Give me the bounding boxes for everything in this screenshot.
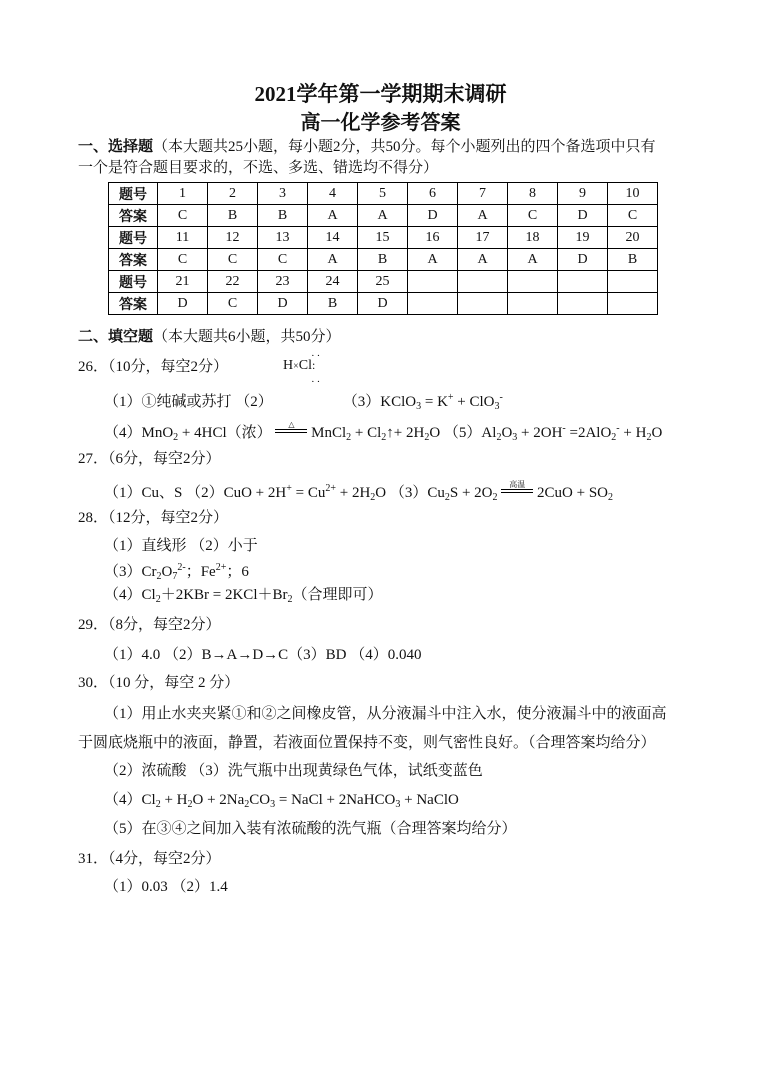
sub-3: 3 xyxy=(416,401,422,412)
cell: A xyxy=(408,249,458,271)
cell: D xyxy=(258,293,308,315)
cell: 1 xyxy=(158,183,208,205)
q31-head: 31．（4分，每空2分） xyxy=(78,851,221,867)
q28-l3-part2: ＋2KBr = 2KCl＋Br xyxy=(160,587,288,603)
q28-line2 xyxy=(104,558,249,587)
sub-2: 2 xyxy=(287,594,293,605)
cell: 19 xyxy=(558,227,608,249)
high-temp-equals-sign xyxy=(501,480,533,503)
section1-header xyxy=(78,137,656,157)
q27-l1-part5: S + 2O xyxy=(449,485,493,501)
q28-l2-part2: O xyxy=(161,564,173,580)
heat-triangle: △ xyxy=(288,420,295,429)
cell: D xyxy=(558,249,608,271)
q27-l1-part1: （1）Cu、S （2）CuO + 2H xyxy=(104,485,287,501)
cell: 6 xyxy=(408,183,458,205)
sub-2: 2 xyxy=(155,799,161,810)
section2-desc: （本大题共6小题，共50分） xyxy=(153,329,341,345)
q30-head: 30．（10 分，每空 2 分） xyxy=(78,675,240,691)
cell: 10 xyxy=(608,183,658,205)
cell xyxy=(608,293,658,315)
q26-l2-part6: O （5）Al xyxy=(429,425,497,441)
cell xyxy=(458,293,508,315)
sub-2: 2 xyxy=(346,432,352,443)
cell: B xyxy=(358,249,408,271)
page-title: 2021学年第一学期期末调研 xyxy=(254,82,507,106)
q26-head: 26．（10分，每空2分） xyxy=(78,359,229,375)
sup-minus: - xyxy=(499,392,503,403)
section1-label: 一、选择题 xyxy=(78,139,154,155)
cell: A xyxy=(308,249,358,271)
row-header: 题号 xyxy=(109,227,158,249)
sub-2: 2 xyxy=(370,492,376,503)
q30-l4-part6: + NaClO xyxy=(400,792,459,808)
cell: C xyxy=(158,249,208,271)
sub-2: 2 xyxy=(611,432,617,443)
q27-head: 27．（6分，每空2分） xyxy=(78,451,221,467)
cell xyxy=(408,271,458,293)
cell xyxy=(458,271,508,293)
q30-l4-part2: + H xyxy=(160,792,188,808)
q27-l1-part6: 2CuO + SO xyxy=(537,485,608,501)
cell: 12 xyxy=(208,227,258,249)
cell: 8 xyxy=(508,183,558,205)
q26-l2-part11: O xyxy=(651,425,663,441)
sup-2minus: 2- xyxy=(177,562,186,573)
q28-l3-part1: （4）Cl xyxy=(104,587,156,603)
q26-l1-part4: + ClO xyxy=(453,394,495,410)
sub-3: 3 xyxy=(395,799,401,810)
cell xyxy=(558,271,608,293)
q26-l2-part8: + 2OH xyxy=(517,425,563,441)
sup-plus: + xyxy=(447,392,454,403)
row-header: 题号 xyxy=(109,183,158,205)
cell xyxy=(508,271,558,293)
hcl-lewis-structure xyxy=(283,350,323,388)
q28-line1: （1）直线形 （2）小于 xyxy=(104,538,258,554)
sub-7: 7 xyxy=(172,571,178,582)
sub-2: 2 xyxy=(496,432,502,443)
q30-line3: （2）浓硫酸 （3）洗气瓶中出现黄绿色气体，试纸变蓝色 xyxy=(104,763,483,779)
table-row xyxy=(109,249,658,271)
table-row xyxy=(109,293,658,315)
table-row xyxy=(109,183,658,205)
section2-header xyxy=(78,327,341,347)
q27-l1-part4: O （3）Cu xyxy=(375,485,445,501)
q26-l1-part1: （1）①纯碱或苏打 （2） xyxy=(104,394,273,410)
q26-l2-part10: + H xyxy=(619,425,647,441)
sub-2: 2 xyxy=(155,594,161,605)
q26-l1-part3: = K xyxy=(421,394,448,410)
cell: B xyxy=(608,249,658,271)
q27-l1-part2: = Cu xyxy=(291,485,326,501)
row-header: 答案 xyxy=(109,249,158,271)
table-row xyxy=(109,205,658,227)
sup-minus: - xyxy=(616,423,620,434)
sub-2: 2 xyxy=(444,492,450,503)
cell: 4 xyxy=(308,183,358,205)
sup-2plus: 2+ xyxy=(325,483,336,494)
cell: A xyxy=(458,249,508,271)
sub-2: 2 xyxy=(244,799,250,810)
condition-label: 高温 xyxy=(509,480,526,489)
sub-2: 2 xyxy=(156,571,162,582)
sub-2: 2 xyxy=(187,799,193,810)
cell: 17 xyxy=(458,227,508,249)
cell: 22 xyxy=(208,271,258,293)
q26-l2-part9: =2AlO xyxy=(565,425,612,441)
cell: 14 xyxy=(308,227,358,249)
cell: 5 xyxy=(358,183,408,205)
q26-l2-part4: + Cl xyxy=(351,425,382,441)
cell: 25 xyxy=(358,271,408,293)
q29-line1: （1）4.0 （2）B→A→D→C（3）BD （4）0.040 xyxy=(104,647,422,663)
cell xyxy=(408,293,458,315)
cell: D xyxy=(408,205,458,227)
q30-line1: （1）用止水夹夹紧①和②之间橡皮管，从分液漏斗中注入水，使分液漏斗中的液面高 xyxy=(104,706,667,722)
cell: 7 xyxy=(458,183,508,205)
sub-2: 2 xyxy=(492,492,498,503)
cell: 3 xyxy=(258,183,308,205)
cell xyxy=(558,293,608,315)
cell: A xyxy=(308,205,358,227)
sup-2plus: 2+ xyxy=(215,562,227,573)
cell: B xyxy=(258,205,308,227)
cell: 21 xyxy=(158,271,208,293)
lewis-top-dots: ·· xyxy=(311,350,323,362)
q26-l2-part5: ↑+ 2H xyxy=(386,425,425,441)
lewis-bottom-dots: ·· xyxy=(311,376,323,388)
cell: 18 xyxy=(508,227,558,249)
cell: B xyxy=(308,293,358,315)
cell: 9 xyxy=(558,183,608,205)
cell: C xyxy=(608,205,658,227)
section1-desc-2: 一个是符合题目要求的，不选、多选、错选均不得分） xyxy=(78,160,439,176)
table-row xyxy=(109,271,658,293)
q30-line4 xyxy=(104,790,459,815)
cell: C xyxy=(208,293,258,315)
cell: D xyxy=(158,293,208,315)
q27-line1 xyxy=(104,479,613,508)
table-row xyxy=(109,227,658,249)
cell: 16 xyxy=(408,227,458,249)
q30-l4-part1: （4）Cl xyxy=(104,792,156,808)
cell: D xyxy=(558,205,608,227)
q28-head: 28．（12分，每空2分） xyxy=(78,510,229,526)
q28-l2-part4: ；6 xyxy=(226,564,249,580)
q30-l4-part4: CO xyxy=(249,792,271,808)
q26-l2-part3: MnCl xyxy=(311,425,347,441)
sub-2: 2 xyxy=(381,432,387,443)
cell xyxy=(608,271,658,293)
row-header: 答案 xyxy=(109,293,158,315)
q26-l2-part2: + 4HCl（浓） xyxy=(178,425,272,441)
answer-table xyxy=(108,182,658,315)
q28-line3 xyxy=(104,585,383,610)
cell: D xyxy=(358,293,408,315)
cell: A xyxy=(358,205,408,227)
sub-2: 2 xyxy=(424,432,430,443)
cell: C xyxy=(208,249,258,271)
q26-l2-part1: （4）MnO xyxy=(104,425,174,441)
q30-l4-part5: = NaCl + 2NaHCO xyxy=(275,792,396,808)
q26-l2-part7: O xyxy=(501,425,513,441)
q31-line1: （1）0.03 （2）1.4 xyxy=(104,879,228,895)
q26-l1-part2: （3）KClO xyxy=(342,394,417,410)
sub-2: 2 xyxy=(608,492,613,503)
cell: C xyxy=(508,205,558,227)
cell: 23 xyxy=(258,271,308,293)
sup-plus: + xyxy=(286,483,292,494)
sub-3: 3 xyxy=(270,799,276,810)
q30-line2: 于圆底烧瓶中的液面，静置，若液面位置保持不变，则气密性良好。（合理答案均给分） xyxy=(78,735,656,751)
q29-head: 29．（8分，每空2分） xyxy=(78,617,221,633)
lewis-h: H xyxy=(283,358,294,373)
section2-label: 二、填空题 xyxy=(78,329,154,345)
sub-3: 3 xyxy=(494,401,500,412)
sub-2: 2 xyxy=(173,432,179,443)
lewis-bond-dots: × xyxy=(293,361,299,372)
cell: A xyxy=(508,249,558,271)
q27-l1-part3: + 2H xyxy=(335,485,371,501)
cell: 2 xyxy=(208,183,258,205)
q30-line5: （5）在③④之间加入装有浓硫酸的洗气瓶（合理答案均给分） xyxy=(104,821,517,837)
q26-line1 xyxy=(104,388,503,417)
cell: 11 xyxy=(158,227,208,249)
q28-l3-part3: （合理即可） xyxy=(292,587,383,603)
cell: 24 xyxy=(308,271,358,293)
sup-minus: - xyxy=(562,423,566,434)
lewis-side-dots: : xyxy=(312,358,316,372)
row-header: 题号 xyxy=(109,271,158,293)
cell: 15 xyxy=(358,227,408,249)
page-subtitle: 高一化学参考答案 xyxy=(300,112,461,134)
cell: A xyxy=(458,205,508,227)
q28-l2-part3: ；Fe xyxy=(185,564,216,580)
sub-2: 2 xyxy=(646,432,652,443)
cell: C xyxy=(158,205,208,227)
lewis-cl: Cl xyxy=(298,358,312,373)
cell: 13 xyxy=(258,227,308,249)
row-header: 答案 xyxy=(109,205,158,227)
cell xyxy=(508,293,558,315)
q28-l2-part1: （3）Cr xyxy=(104,564,157,580)
cell: B xyxy=(208,205,258,227)
q30-l4-part3: O + 2Na xyxy=(192,792,245,808)
q26-line2 xyxy=(104,419,662,448)
cell: C xyxy=(258,249,308,271)
cell: 20 xyxy=(608,227,658,249)
section1-desc-1: （本大题共25小题，每小题2分，共50分。每个小题列出的四个备选项中只有 xyxy=(153,139,656,155)
heat-equals-sign xyxy=(275,420,307,443)
sub-3: 3 xyxy=(512,432,518,443)
